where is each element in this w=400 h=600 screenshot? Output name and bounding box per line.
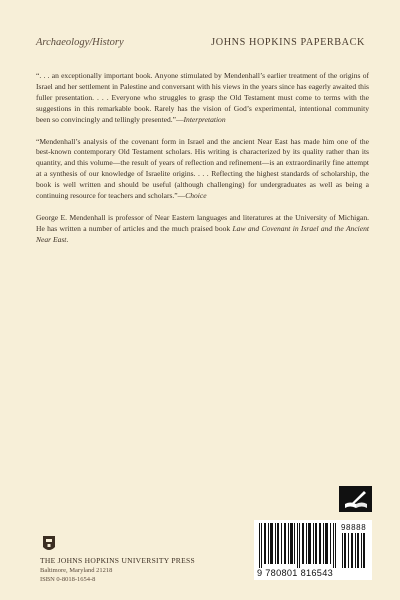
blurb-text: “. . . an exceptionally important book. Anyone stimulated by Mendenhall’s earlier treatment of the origins of Israel and her settlement in Palestine and conversant with his views in the years since has eagerly awaited this fuller presentation. . . . Everyone who struggles to grasp the Old Testament must come to terms with the suggestions in this remarkable book. Rarely has the vision of God’s experimental, intentional community been so convincingly and tellingly presented.”— (36, 71, 369, 124)
blurb-interpretation (36, 71, 369, 126)
university-seal-icon (40, 534, 58, 554)
barcode-isbn-digits: 9 780801 816543 (257, 568, 334, 578)
author-bio-text: George E. Mendenhall is professor of Near Eastern languages and literatures at the University of Michigan. He has written a number of articles and the much praised book (36, 212, 369, 233)
author-bio-book-title: Law and Covenant in Israel and the Ancient Near East (36, 223, 369, 244)
blurb-text: “Mendenhall’s analysis of the covenant form in Israel and the ancient Near East has made him one of the best-known contemporary Old Testament scholars. His writing is characterized by its quality rather than its quantity, and this volume—the result of years of reflection and refinement—is an extraordinarily fine attempt at a synthesis of our knowledge of Israelite origins. . . . Reflecting the highest standards of scholarship, the book is well written and should be useful (although challenging) for undergraduates as well as being a continuing resource for teachers and scholars.”— (36, 136, 369, 201)
header (36, 37, 365, 51)
category-label: Archaeology/History (36, 37, 124, 48)
series-label: JOHNS HOPKINS PAPERBACK (211, 37, 365, 48)
blurb-source: Choice (185, 191, 207, 201)
barcode-addon-digits: 98888 (341, 523, 367, 532)
blurb-choice (36, 137, 369, 202)
publisher-name: THE JOHNS HOPKINS UNIVERSITY PRESS (40, 556, 195, 565)
isbn-label: ISBN 0-8018-1654-8 (40, 576, 96, 583)
cover-text (36, 71, 369, 257)
barcode (254, 520, 372, 580)
publisher-city: Baltimore, Maryland 21218 (40, 567, 113, 574)
author-bio (36, 213, 369, 246)
book-and-quill-icon (339, 486, 372, 512)
blurb-source: Interpretation (183, 114, 226, 124)
author-bio-end: . (66, 234, 69, 244)
